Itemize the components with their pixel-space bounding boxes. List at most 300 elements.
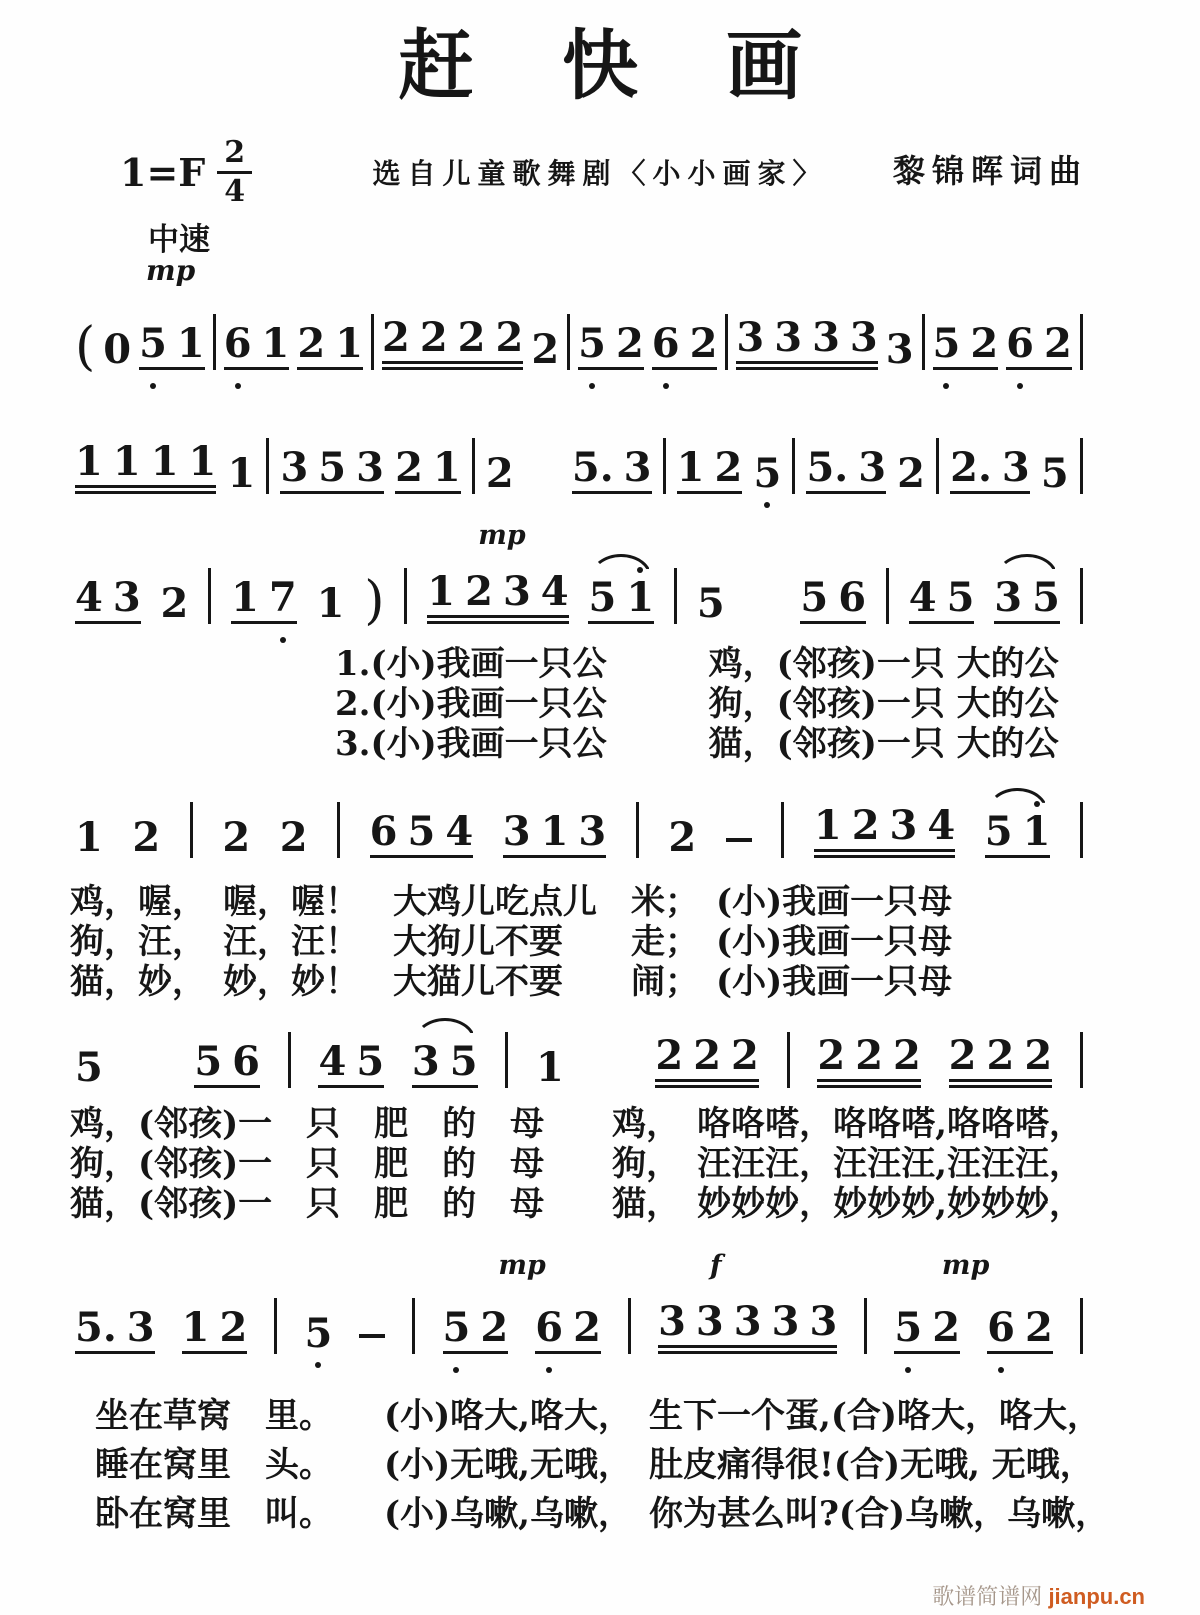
lyric-row: 狗，(邻孩)一 只 肥 的 母 狗， 汪汪汪，汪汪汪,汪汪汪， [70,1144,1084,1184]
note-digit: 3 [578,808,607,855]
beam-line [655,1079,759,1082]
note-digit: 3 [812,314,840,361]
note-digit: 2 [480,1304,509,1351]
beam-line [652,367,718,370]
note-digit: 3 [356,444,384,491]
note-digit: 5 [139,324,167,364]
note-digit: 3 [889,802,918,849]
note-digit: 1 [427,568,456,615]
lyrics-block-3 [70,1104,1083,1224]
bar-line [1080,568,1083,624]
note-digit: 1 [261,320,290,367]
note-digit: 5 [946,574,975,621]
note-group-digits [813,802,956,849]
note-digit: 2 [689,320,718,367]
beam-line [224,367,290,370]
lyric-row: 卧在窝里 叫。 (小)乌嗽,乌嗽， 你为甚么叫?(合)乌嗽，乌嗽， [95,1494,1110,1534]
watermark [932,1580,1145,1611]
note-digit: 1 [75,438,103,485]
note-group-digits [817,1032,921,1079]
note-group-digits [442,1304,509,1351]
note-group-digits [75,574,141,621]
bar-line [1080,438,1083,494]
beam-line [443,1351,509,1354]
beam-line [382,367,523,370]
note-digit: 0 [103,326,132,373]
note-digit: 3 [126,1304,155,1351]
note-digit: 5 [449,1038,478,1085]
note-digit: 3 [736,314,765,361]
note-group-digits [411,1038,478,1085]
beam-line [736,361,877,364]
note-digit: 5 [753,454,781,494]
note-group-digits [280,444,384,491]
octave-dot-low [546,1367,552,1373]
note-digit: 1 [626,578,654,618]
note-digit: 2 [1025,1304,1053,1351]
note-digit: 5 [696,580,725,627]
beam-line [382,361,523,364]
beam-line [75,491,216,494]
note-digit: 1 [536,1044,564,1091]
music-note-row [75,436,1083,497]
music-system-5 [75,1030,1083,1091]
note-digit: 4 [318,1038,347,1085]
beam-line [535,1351,601,1354]
note-digit: 1 [231,574,259,621]
note-digit: 5 [894,1308,922,1348]
beam-line [949,1079,1053,1082]
octave-dot-low [315,1362,321,1368]
beam-line [412,1085,478,1088]
note-digit: 5 [407,808,436,855]
beam-line [806,491,886,494]
note-digit: 3 [1001,444,1030,491]
bar-line [628,1298,631,1354]
beam-line [933,367,999,370]
note-digit: 3 [774,314,803,361]
beamed-note-group [535,1304,601,1354]
note-digit: 3 [885,326,914,373]
beam-line [395,491,461,494]
note-digit: 6 [232,1038,260,1085]
beam-line [1006,367,1072,370]
note-digit: 5 [1040,450,1069,497]
beam-line [985,855,1051,858]
beamed-note-group [655,1032,759,1088]
note-digit: 2 [986,1032,1015,1079]
note-digit: 5 [984,808,1013,855]
note-digit: 1 [1023,812,1051,852]
beam-line [814,849,955,852]
beamed-note-group [181,1304,248,1354]
note-digit: 2 [531,326,560,373]
note-digit: 1 [676,444,705,491]
note-digit: 2 [693,1032,722,1079]
note-group-digits [427,568,569,615]
note-digit: 5 [578,324,606,364]
beam-line [318,1085,384,1088]
note-digit: 7 [269,578,297,618]
note-group-digits [800,574,867,621]
key-signature: 1=F [120,150,206,195]
sustain-dash [359,1334,385,1338]
note-digit: 4 [445,808,474,855]
note-digit: 5 [318,444,347,491]
bar-line [1080,1032,1083,1088]
note-digit: 2 [948,1032,977,1079]
beam-line [75,621,141,624]
music-system-3 [75,520,1083,631]
bar-line [936,438,939,494]
note-digit: 3 [994,574,1023,621]
note-digit: 1 [181,1304,210,1351]
note-digit: 2 [655,1032,684,1079]
note-digit: 2. [950,444,992,491]
note-group-digits [194,1038,260,1085]
note-digit: 2 [381,314,410,361]
note-group-digits [806,444,887,491]
note-digit: 5 [588,574,617,621]
dynamic-marking: f [710,1250,722,1281]
music-system-1 [75,312,1083,377]
note-digit: 2 [485,450,514,497]
beamed-note-group [502,808,607,858]
note-digit: 5. [571,444,614,491]
beam-line [572,491,652,494]
octave-dot-low [280,637,286,643]
note-digit: 3 [658,1298,686,1345]
beamed-note-group [139,320,205,370]
beam-line [994,621,1060,624]
beamed-note-group [651,320,718,370]
beam-line [800,621,866,624]
note-group-digits [571,444,652,491]
octave-dot-low [589,383,595,389]
beam-line [677,491,743,494]
note-digit: 2 [395,444,423,491]
note-group-digits [987,1304,1053,1351]
note-group-digits [369,808,474,855]
beam-line [297,367,363,370]
beamed-note-group [658,1298,838,1354]
lyric-row: 坐在草窝 里。 (小)咯大,咯大， 生下一个蛋,(合)咯大，咯大， [95,1396,1102,1436]
bar-line [190,802,193,858]
note-digit: 3 [771,1298,800,1345]
beamed-note-group [806,444,887,494]
music-note-row [75,1296,1083,1357]
lyric-row: 猫，妙， 妙，妙！ 大猫儿不要 闹； (小)我画一只母 [70,962,953,1002]
note-digit: 2 [668,814,697,861]
octave-dot-low [663,383,669,389]
beamed-note-group [297,320,364,370]
beamed-note-group [588,574,655,624]
note-group-digits [658,1298,838,1345]
note-digit: 5 [356,1038,385,1085]
bar-line [371,314,374,370]
note-group-digits [318,1038,385,1085]
note-digit: 3 [623,444,652,491]
beam-line [655,1085,759,1088]
octave-dot-low [998,1367,1004,1373]
bar-line [1080,314,1083,370]
tempo-marking: 中速 [148,222,210,258]
note-digit: 1 [813,802,842,849]
beam-line [182,1351,248,1354]
music-note-row [75,566,1083,631]
note-digit: 6 [224,324,252,364]
beam-line [503,855,607,858]
lyric-row: 3.(小)我画一只公 猫，(邻孩)一只 大的公 [335,724,1059,764]
beam-line [427,615,568,618]
note-digit: 5 [75,1044,103,1091]
note-group-digits [994,574,1060,621]
bar-line [412,1298,415,1354]
bar-line [864,1298,867,1354]
parenthesis: ) [364,571,385,631]
note-digit: 2 [851,802,880,849]
note-digit: 2 [573,1304,601,1351]
beamed-note-group [578,320,644,370]
note-digit: 2 [222,814,251,861]
note-group-digits [736,314,878,361]
bar-line [787,1032,790,1088]
beamed-note-group [194,1038,260,1088]
beam-line [949,1085,1053,1088]
note-group-digits [588,574,655,621]
beamed-note-group [231,574,297,624]
beamed-note-group [395,444,461,494]
note-digit: 2 [714,444,743,491]
bar-line [663,438,666,494]
bar-line [674,568,677,624]
note-digit: 2 [1024,1032,1053,1079]
beam-line [894,1351,960,1354]
note-digit: 2 [932,1304,961,1351]
lyric-row: 1.(小)我画一只公 鸡，(邻孩)一只 大的公 [335,644,1059,684]
note-spacer [525,493,561,494]
beamed-note-group [817,1032,921,1088]
note-group-digits [950,444,1030,491]
beamed-note-group [280,444,384,494]
note-digit: 2 [893,1032,921,1079]
beam-line [75,485,216,488]
lyric-row: 睡在窝里 头。 (小)无哦,无哦， 肚皮痛得很!(合)无哦, 无哦， [95,1445,1094,1485]
note-digit: 3 [809,1298,838,1345]
octave-dot-low [235,383,241,389]
sustain-dash [726,838,752,842]
note-digit: 5. [75,1304,117,1351]
bar-line [781,802,784,858]
note-digit: 5 [1032,574,1060,621]
beam-line [814,855,955,858]
lyric-row: 猫，(邻孩)一 只 肥 的 母 猫， 妙妙妙，妙妙妙,妙妙妙， [70,1184,1084,1224]
note-digit: 5 [194,1038,223,1085]
note-spacer [745,623,781,624]
note-digit: 6 [987,1308,1015,1348]
beam-line [817,1079,921,1082]
note-digit: 2 [219,1304,248,1351]
beamed-note-group [75,574,141,624]
note-group-digits [231,574,297,621]
beam-line [280,491,384,494]
beam-line [231,621,297,624]
beamed-note-group [813,802,956,858]
note-digit: 3 [733,1298,762,1345]
lyric-row: 2.(小)我画一只公 狗，(邻孩)一只 大的公 [335,684,1059,724]
note-digit: 4 [540,568,569,615]
watermark-site-name: 歌谱简谱网 [932,1584,1043,1609]
beamed-note-group [369,808,474,858]
note-digit: 2 [1044,320,1072,367]
beamed-note-group [427,568,569,624]
beamed-note-group [950,444,1030,494]
lyrics-block-2 [70,882,952,1002]
beam-line [370,855,474,858]
beamed-note-group [736,314,878,370]
beamed-note-group [894,1304,961,1354]
note-group-digits [395,444,461,491]
note-group-digits [948,1032,1053,1079]
beamed-note-group [381,314,524,370]
note-digit: 1 [112,438,141,485]
beamed-note-group [800,574,867,624]
bar-line [1080,802,1083,858]
dynamic-marking: mp [478,520,526,551]
slur-arc [996,554,1058,578]
beam-line [987,1351,1053,1354]
beam-line [75,1351,155,1354]
bar-line [886,568,889,624]
lyrics-block-4 [95,1392,1109,1539]
beamed-note-group [571,444,652,494]
slur-arc [590,554,652,578]
note-digit: 5 [800,574,829,621]
watermark-site-url: jianpu.cn [1048,1584,1145,1609]
beam-line [658,1345,837,1348]
note-digit: 3 [112,574,141,621]
bar-line [213,314,216,370]
slur-arc [987,788,1049,812]
note-digit: 1 [176,320,205,367]
note-digit: 2 [615,320,644,367]
note-group-digits [984,808,1051,855]
note-group-digits [894,1304,961,1351]
octave-dot-low [943,383,949,389]
beam-line [736,367,877,370]
note-digit: 2 [495,314,524,361]
note-digit: 5 [443,1308,471,1348]
page-title: 赶快画 [398,21,890,110]
note-digit: 3 [411,1038,440,1085]
beam-line [194,1085,260,1088]
bar-line [274,1298,277,1354]
beam-line [658,1351,837,1354]
note-digit: 2 [855,1032,884,1079]
note-spacer [131,1087,167,1088]
bar-line [337,802,340,858]
note-group-digits [578,320,644,367]
note-group-digits [381,314,524,361]
octave-dot-low [764,502,770,508]
note-digit: 2 [160,580,189,627]
note-digit: 3 [280,444,309,491]
composer-credit: 黎锦晖词曲 [893,152,1089,190]
lyric-row: 鸡，喔， 喔，喔！ 大鸡儿吃点儿 米； (小)我画一只母 [70,882,953,922]
note-digit: 1 [75,814,103,861]
note-group-digits [535,1304,601,1351]
bar-line [288,1032,291,1088]
bar-line [472,438,475,494]
note-group-digits [676,444,743,491]
note-digit: 2 [132,814,161,861]
octave-dot-low [905,1367,911,1373]
note-digit: 1 [432,444,461,491]
note-group-digits [651,320,718,367]
time-signature-numerator: 2 [217,138,252,174]
note-group-digits [932,320,999,367]
note-digit: 1 [150,438,179,485]
dynamic-marking: mp [498,1250,546,1281]
beamed-note-group [75,1304,155,1354]
note-digit: 2 [297,320,326,367]
beam-line [578,367,644,370]
note-digit: 4 [908,574,937,621]
note-group-digits [75,438,217,485]
beam-line [588,621,654,624]
note-digit: 5 [933,324,961,364]
octave-dot-low [453,1367,459,1373]
music-system-4 [75,800,1083,861]
time-signature-denominator: 4 [224,174,246,209]
note-digit: 3 [502,808,531,855]
parenthesis: ( [75,317,96,377]
note-digit: 1 [227,450,256,497]
beamed-note-group [75,438,217,494]
note-digit: 2 [897,450,925,497]
note-digit: 5 [304,1314,332,1354]
note-group-digits [908,574,975,621]
note-digit: 4 [927,802,956,849]
note-digit: 3 [695,1298,724,1345]
note-digit: 2 [970,320,999,367]
note-digit: 2 [457,314,486,361]
note-digit: 1 [335,320,364,367]
beamed-note-group [676,444,743,494]
note-digit: 5. [806,444,849,491]
beamed-note-group [908,574,975,624]
beam-line [909,621,975,624]
note-group-digits [297,320,364,367]
octave-dot-low [1017,383,1023,389]
note-spacer [592,1087,628,1088]
note-group-digits [181,1304,248,1351]
bar-line [725,314,728,370]
note-digit: 2 [419,314,448,361]
dynamic-marking: mp [941,1250,990,1281]
beamed-note-group [984,808,1051,858]
note-digit: 1 [540,808,569,855]
beamed-note-group [318,1038,385,1088]
music-note-row [75,312,1083,377]
note-group-digits [1006,320,1072,367]
note-digit: 2 [817,1032,846,1079]
bar-line [208,568,211,624]
note-digit: 6 [535,1308,563,1348]
beamed-note-group [994,574,1060,624]
beamed-note-group [987,1304,1053,1354]
note-digit: 4 [75,574,103,621]
